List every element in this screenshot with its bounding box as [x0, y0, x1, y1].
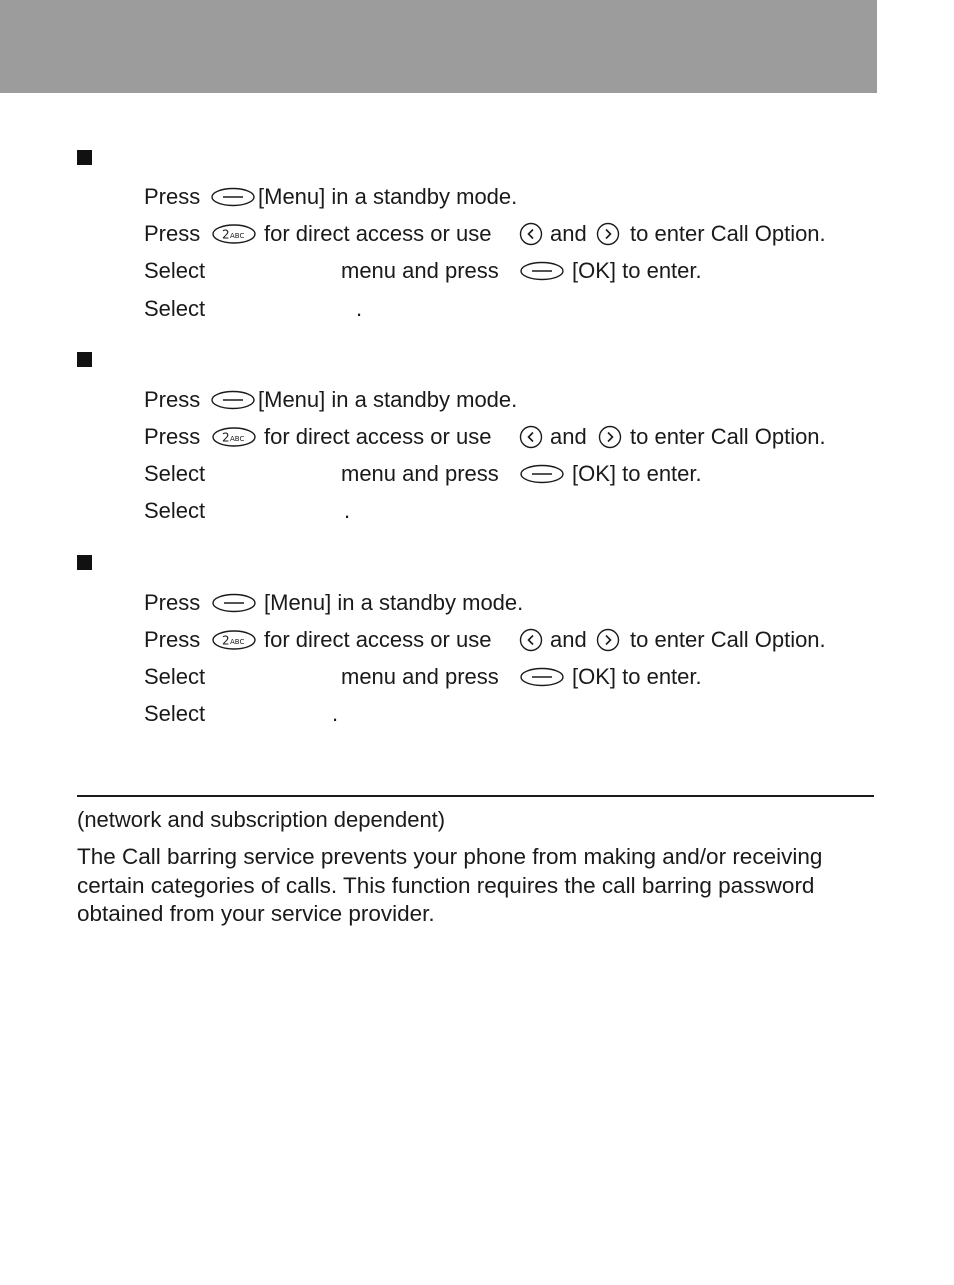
key-2abc-icon — [211, 425, 257, 449]
nav-left-icon — [519, 425, 543, 449]
body-line: The Call barring service prevents your phone from making and/or receiving — [77, 844, 823, 869]
svg-text:ABC: ABC — [230, 435, 245, 443]
svg-text:ABC: ABC — [230, 232, 245, 240]
soft-key-icon — [519, 462, 565, 486]
nav-right-icon — [596, 222, 620, 246]
section-bullet — [77, 150, 92, 165]
section-divider — [77, 795, 874, 797]
nav-left-icon — [519, 628, 543, 652]
header-band — [0, 0, 877, 93]
nav-right-icon — [598, 425, 622, 449]
soft-key-icon — [519, 259, 565, 283]
section-bullet — [77, 352, 92, 367]
svg-text:2: 2 — [222, 633, 230, 648]
soft-key-icon — [210, 185, 256, 209]
soft-key-icon — [519, 665, 565, 689]
key-2abc-icon — [211, 628, 257, 652]
body-line: certain categories of calls. This function requires the call barring password — [77, 872, 815, 898]
svg-text:ABC: ABC — [230, 638, 245, 646]
svg-text:2: 2 — [222, 227, 230, 242]
svg-text:2: 2 — [222, 430, 230, 445]
section-bullet — [77, 555, 92, 570]
body-paragraph — [77, 843, 877, 929]
key-2abc-icon — [211, 222, 257, 246]
availability-note: (network and subscription dependent) — [77, 807, 446, 832]
body-line: obtained from your service provider. — [77, 901, 435, 926]
nav-right-icon — [596, 628, 620, 652]
soft-key-icon — [211, 591, 257, 615]
soft-key-icon — [210, 388, 256, 412]
nav-left-icon — [519, 222, 543, 246]
